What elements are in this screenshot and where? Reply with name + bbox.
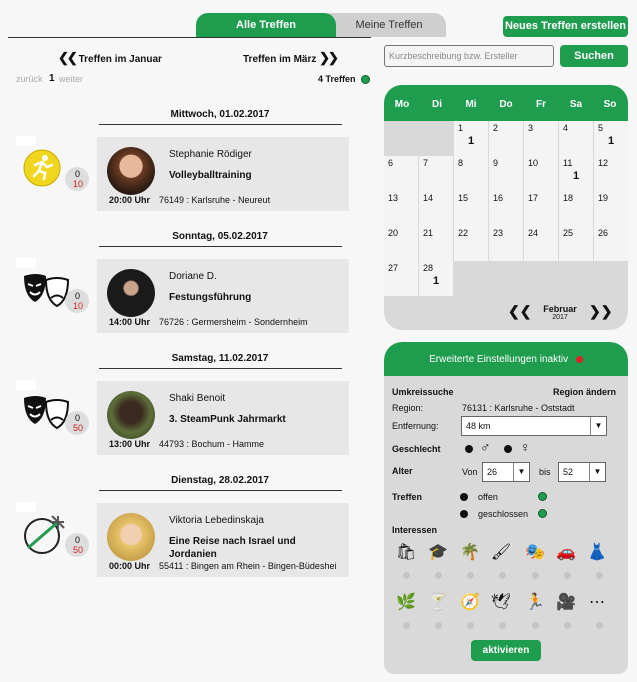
calendar-day[interactable] [454,156,488,191]
calendar-day[interactable] [524,191,558,226]
chevron-left-icon: ❮❮ [58,50,76,65]
event-title: Eine Reise nach Israel und Jordanien [169,536,296,560]
plant-icon[interactable]: 🌿 [396,594,416,611]
male-symbol-icon: ♂ [480,439,491,455]
calendar-day[interactable] [384,261,418,296]
calendar [384,85,628,330]
meetings-closed-radio[interactable] [460,510,468,518]
interest-radio[interactable] [435,622,442,629]
calendar-day-number: 26 [598,228,609,238]
car-icon[interactable]: 🚗 [556,544,576,561]
blank-tile [16,258,36,268]
calendar-day-count: 1 [433,275,440,287]
tab-my-meetings[interactable]: Meine Treffen [318,13,446,37]
advanced-settings-panel [384,342,628,674]
calendar-day-number: 16 [493,193,504,203]
calendar-day[interactable] [454,226,488,261]
calendar-day-number: 22 [458,228,469,238]
chevron-down-icon: ▼ [589,463,605,481]
calendar-day-count: 1 [608,135,615,147]
beach-icon[interactable]: 🌴 [460,544,480,561]
participant-counter: 0 10 [65,167,89,191]
open-label: offen [478,492,498,502]
calendar-day-number: 12 [598,158,609,168]
date-header: Samstag, 11.02.2017 [171,353,269,364]
meetings-label: Treffen [392,492,423,502]
weekday-label: Fr [536,99,546,110]
organizer-name: Doriane D. [169,271,217,282]
date-divider [99,124,342,125]
date-header: Sonntag, 05.02.2017 [172,231,268,242]
calendar-day[interactable] [384,191,418,226]
avatar [107,269,155,317]
theater-icon[interactable]: 🎭 [525,544,545,561]
calendar-day-count: 1 [573,170,580,182]
settings-header[interactable] [384,342,628,376]
organizer-name: Shaki Benoit [169,393,226,404]
running-icon [22,148,72,198]
more-icon[interactable]: ⋯ [589,594,605,611]
calendar-day-number: 8 [458,158,464,168]
event-title: Festungsführung [169,292,252,303]
event-card[interactable] [97,381,349,455]
event-location: 55411 : Bingen am Rhein - Bingen-Büdeshei [159,561,337,571]
blank-tile [16,502,36,512]
age-to-label: bis [539,467,551,477]
chevron-right-icon[interactable]: ❯❯ [589,303,613,319]
calendar-day-number: 15 [458,193,469,203]
tab-divider [8,37,371,38]
participant-counter: 0 50 [65,411,89,435]
calendar-day[interactable] [489,121,523,156]
region-label: Region: [392,403,424,413]
calendar-day[interactable] [489,226,523,261]
calendar-day[interactable] [454,121,488,156]
prev-month-link[interactable] [58,50,162,66]
interest-radio[interactable] [499,572,506,579]
event-location: 44793 : Bochum - Hamme [159,439,265,449]
age-from-value: 26 [487,467,498,477]
interest-radio[interactable] [532,572,539,579]
calendar-day[interactable] [559,156,593,191]
interest-radio[interactable] [532,622,539,629]
age-to-select[interactable] [558,462,606,482]
travel-icon[interactable]: 🧭 [460,594,480,611]
event-card[interactable] [97,137,349,211]
pager-page[interactable]: 1 [49,73,55,84]
closed-label: geschlossen [478,509,529,519]
event-time: 20:00 Uhr [109,195,151,205]
info-icon[interactable] [538,492,547,501]
age-label: Alter [392,466,413,476]
theater-masks-icon [22,270,72,320]
chevron-down-icon: ▼ [590,417,606,435]
calendar-day-number: 17 [528,193,539,203]
calendar-day[interactable] [419,226,453,261]
weekday-label: So [603,99,617,110]
calendar-day-number: 18 [563,193,574,203]
weekday-label: Mo [394,99,410,110]
next-month-link[interactable] [243,50,337,66]
calendar-year: 2017 [552,314,568,321]
avatar [107,147,155,195]
interest-radio[interactable] [596,622,603,629]
interest-radio[interactable] [564,622,571,629]
calendar-weekday-header [384,85,628,121]
camera-icon[interactable]: 🎥 [556,594,576,611]
tab-all-meetings[interactable]: Alle Treffen [196,13,336,37]
weekday-label: Di [432,99,442,110]
event-time: 14:00 Uhr [109,317,151,327]
calendar-day[interactable] [594,121,628,156]
calendar-day[interactable] [594,156,628,191]
event-title: Volleyballtraining [169,170,252,181]
gender-label: Geschlecht [392,444,441,454]
blank-tile [16,380,36,390]
date-divider [99,490,342,491]
meeting-count: 4 Treffen [318,74,356,84]
radius-search-label: Umkreissuche [392,387,454,397]
age-to-value: 52 [563,467,574,477]
calendar-day[interactable] [594,226,628,261]
interest-radio[interactable] [403,622,410,629]
avatar [107,391,155,439]
date-divider [99,246,342,247]
interest-radio[interactable] [596,572,603,579]
calendar-day [384,121,418,156]
calendar-day-number: 24 [528,228,539,238]
age-from-label: Von [462,467,478,477]
search-input[interactable]: Kurzbeschreibung bzw. Ersteller [384,45,554,67]
prev-month-label: Treffen im Januar [78,54,162,65]
event-card[interactable] [97,503,349,577]
calendar-day[interactable] [419,261,453,296]
calendar-day-number: 14 [423,193,434,203]
info-icon[interactable] [361,75,370,84]
region-value: 76131 : Karlsruhe - Oststadt [462,403,575,413]
calendar-day-number: 23 [493,228,504,238]
activate-button[interactable]: aktivieren [471,640,541,661]
weekday-label: Mi [465,99,477,110]
calendar-day-number: 5 [598,123,604,133]
calendar-day[interactable] [419,191,453,226]
event-time: 00:00 Uhr [109,561,151,571]
weekday-label: Do [499,99,513,110]
calendar-day-number: 4 [563,123,569,133]
calendar-day[interactable] [524,121,558,156]
calendar-day-number: 6 [388,158,394,168]
participant-counter: 0 10 [65,289,89,313]
calendar-day[interactable] [454,191,488,226]
age-from-select[interactable] [482,462,530,482]
shopping-icon[interactable]: 🛍 [395,544,417,561]
event-location: 76726 : Germersheim - Sondernheim [159,317,308,327]
calendar-day[interactable] [489,156,523,191]
calendar-day [419,121,453,156]
info-icon[interactable] [538,509,547,518]
settings-header-label: Erweiterte Einstellungen inaktiv [429,354,569,365]
calendar-day-number: 21 [423,228,434,238]
calendar-day-number: 11 [563,158,573,168]
calendar-month: Februar [543,304,577,314]
paint-icon[interactable]: 🖌 [490,544,512,561]
participant-counter: 0 50 [65,533,89,557]
date-divider [99,368,342,369]
calendar-day[interactable] [524,226,558,261]
pager-forward[interactable]: weiter [59,74,84,84]
calendar-day[interactable] [559,226,593,261]
next-month-label: Treffen im März [243,54,317,65]
calendar-day-number: 9 [493,158,499,168]
cocktail-icon[interactable]: 🍸 [428,594,448,611]
female-symbol-icon: ♀ [520,439,531,455]
weekday-label: Sa [569,99,583,110]
calendar-day-number: 27 [388,263,399,273]
event-time: 13:00 Uhr [109,439,151,449]
blank-tile [16,136,36,146]
new-meeting-button[interactable]: Neues Treffen erstellen [503,16,628,37]
chevron-left-icon[interactable]: ❮❮ [508,303,532,319]
avatar [107,513,155,561]
calendar-day-number: 19 [598,193,609,203]
calendar-day[interactable] [419,156,453,191]
calendar-day-number: 7 [423,158,429,168]
sport-icon[interactable]: 🏃 [525,594,545,611]
calendar-day-number: 1 [458,123,464,133]
gender-female-radio[interactable] [504,445,512,453]
pager-back[interactable]: zurück [16,74,43,84]
distance-value: 48 km [466,421,491,431]
chevron-down-icon: ▼ [513,463,529,481]
calendar-day-number: 20 [388,228,399,238]
dove-icon[interactable]: 🕊 [490,594,512,611]
interest-radio[interactable] [467,622,474,629]
organizer-name: Viktoria Lebedinskaja [169,515,264,526]
calendar-day-number: 3 [528,123,534,133]
calendar-day[interactable] [489,191,523,226]
calendar-day[interactable] [384,226,418,261]
calendar-day-number: 13 [388,193,399,203]
status-dot [576,356,583,363]
interest-radio[interactable] [435,572,442,579]
calendar-day[interactable] [559,191,593,226]
event-location: 76149 : Karlsruhe - Neureut [159,195,271,205]
graduation-icon[interactable]: 🎓 [428,544,448,561]
calendar-day-count: 1 [468,135,475,147]
event-card[interactable] [97,259,349,333]
calendar-day[interactable] [384,156,418,191]
calendar-day-number: 10 [528,158,539,168]
calendar-day-number: 28 [423,263,434,273]
calendar-day[interactable] [594,191,628,226]
calendar-day-number: 2 [493,123,499,133]
theater-masks-icon [22,392,72,442]
interest-radio[interactable] [499,622,506,629]
gender-male-radio[interactable] [465,445,473,453]
interests-label: Interessen [392,525,438,535]
travel-icon [22,512,72,562]
chevron-right-icon: ❯❯ [319,50,337,65]
distance-label: Entfernung: [392,421,439,431]
interest-radio[interactable] [403,572,410,579]
interest-radio[interactable] [467,572,474,579]
date-header: Dienstag, 28.02.2017 [171,475,269,486]
search-button[interactable]: Suchen [560,45,628,67]
meetings-open-radio[interactable] [460,493,468,501]
calendar-day-number: 25 [563,228,574,238]
organizer-name: Stephanie Rödiger [169,149,252,160]
calendar-day[interactable] [524,156,558,191]
distance-select[interactable] [461,416,607,436]
change-region-link[interactable]: Region ändern [553,387,617,397]
event-title: 3. SteamPunk Jahrmarkt [169,414,286,425]
interest-radio[interactable] [564,572,571,579]
calendar-day[interactable] [559,121,593,156]
date-header: Mittwoch, 01.02.2017 [170,109,270,120]
dress-icon[interactable]: 👗 [587,544,607,561]
